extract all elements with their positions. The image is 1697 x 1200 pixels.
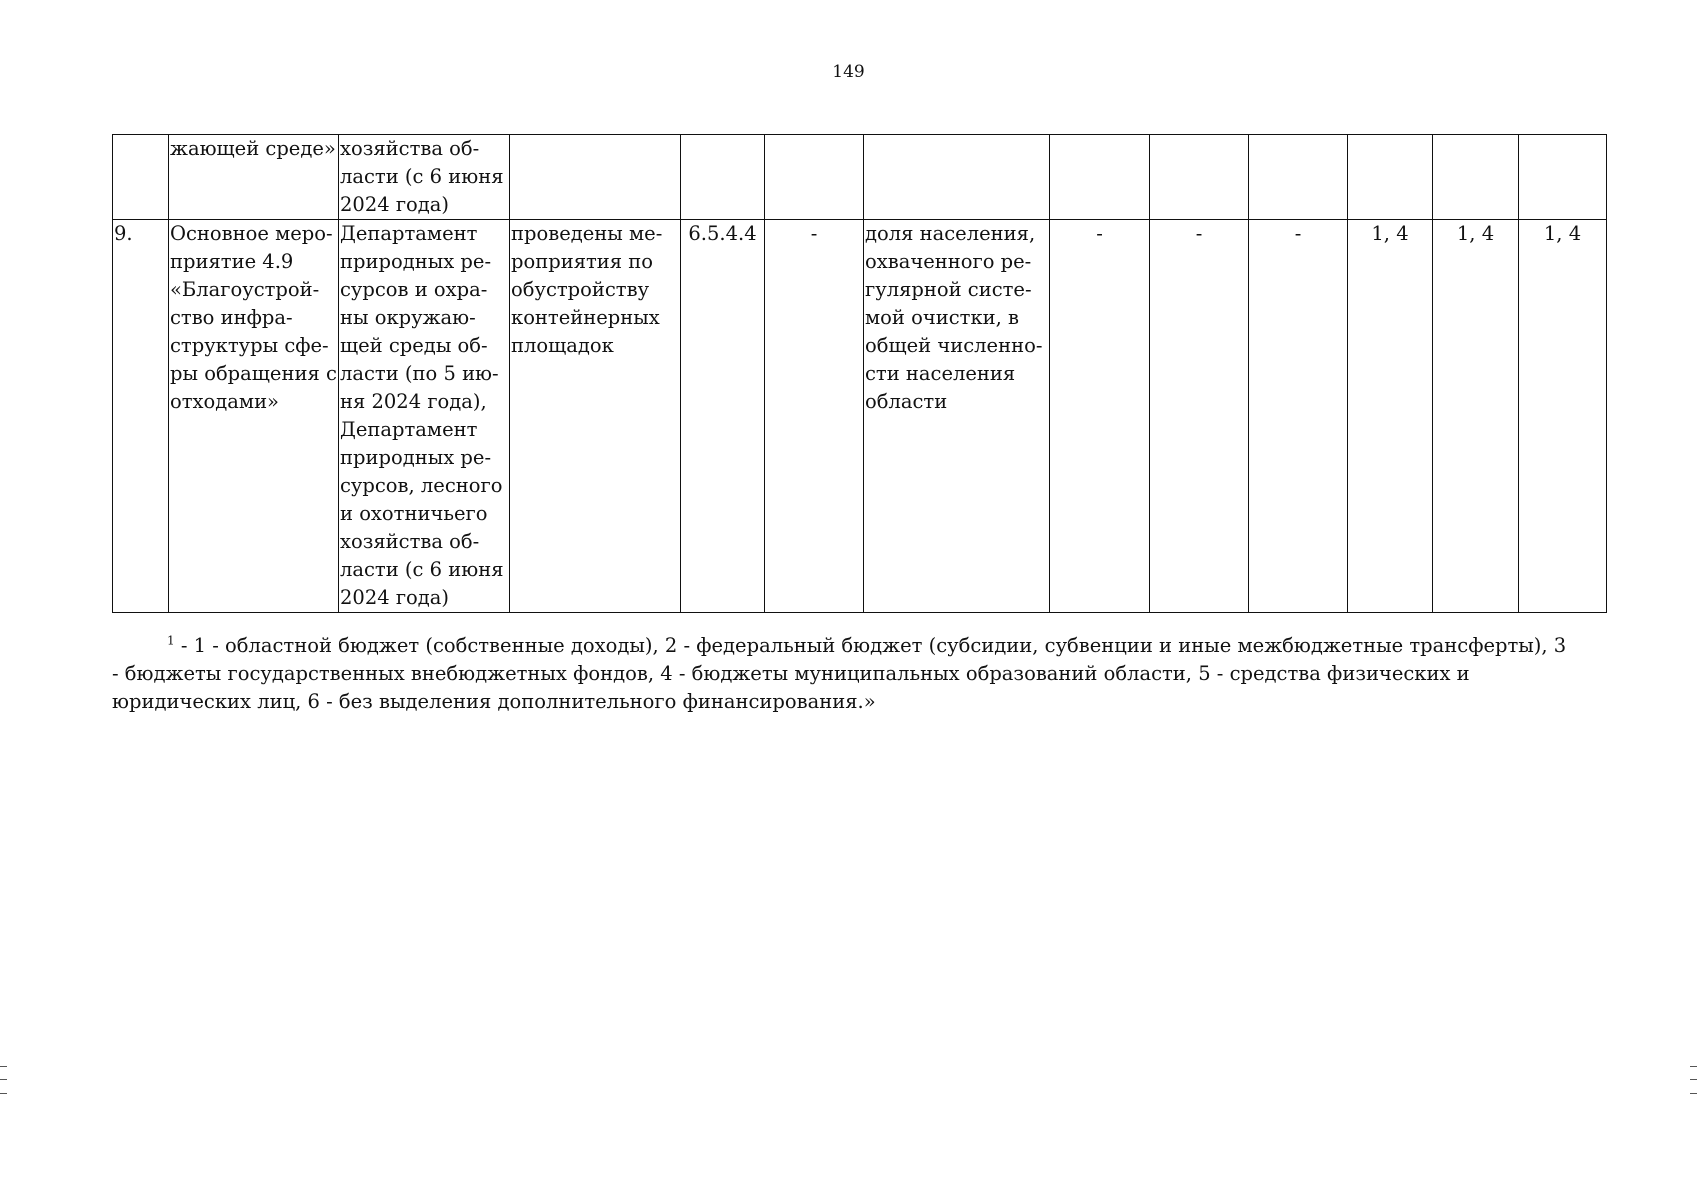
- table-cell: [1249, 135, 1348, 220]
- responsible-executor-cell: Департамент природных ре- сурсов и охра- ны окружаю- щей среды об- ласти (по 5 ию- ня 2024 года), Департамент природных ре- сурсов, лесного и охотничьего хозяйства об- ласти (с 6 июня 2024 года): [339, 220, 510, 613]
- funding-source-cell: 1, 4: [1348, 220, 1433, 613]
- table-cell: [1348, 135, 1433, 220]
- table-cell: -: [1050, 220, 1150, 613]
- table-cell: [765, 135, 864, 220]
- table-cell: [510, 135, 681, 220]
- program-activities-table: [112, 134, 1607, 613]
- expected-result-cell: проведены ме- роприятия по обустройству контейнерных площадок: [510, 220, 681, 613]
- funding-source-cell: 1, 4: [1433, 220, 1519, 613]
- table-cell: [1050, 135, 1150, 220]
- left-margin-mark: [0, 1066, 7, 1094]
- page-number: 149: [832, 62, 865, 82]
- right-margin-mark: [1690, 1066, 1697, 1094]
- footnote-text: - 1 - областной бюджет (собственные доходы), 2 - федеральный бюджет (субсидии, субвенции и иные межбюджетные трансферты), 3 - бюджеты государственных внебюджетных фондов, 4 - бюджеты муниципальных образований области, 5 - средства физических и юридических лиц, 6 - без выделения дополнительного финансирования.»: [112, 634, 1567, 713]
- table-cell: [681, 135, 765, 220]
- code-cell: 6.5.4.4: [681, 220, 765, 613]
- footnote: [112, 632, 1572, 716]
- indicator-cell: доля населения, охваченного ре- гулярной систе- мой очистки, в общей численно- сти населения области: [864, 220, 1050, 613]
- table-cell: хозяйства об- ласти (с 6 июня 2024 года): [339, 135, 510, 220]
- table-cell: [1150, 135, 1249, 220]
- table-cell: жающей среде»: [169, 135, 339, 220]
- table-cell: -: [765, 220, 864, 613]
- activity-name-cell: Основное меро- приятие 4.9 «Благоустрой- ство инфра- структуры сфе- ры обращения с отходами»: [169, 220, 339, 613]
- table-row: [113, 220, 1607, 613]
- footnote-marker: 1: [167, 633, 175, 648]
- table-cell: [1519, 135, 1607, 220]
- row-number-cell: 9.: [113, 220, 169, 613]
- table-cell: [1433, 135, 1519, 220]
- table-row: [113, 135, 1607, 220]
- funding-source-cell: 1, 4: [1519, 220, 1607, 613]
- table-cell: -: [1150, 220, 1249, 613]
- table-cell: [113, 135, 169, 220]
- table-cell: [864, 135, 1050, 220]
- table-cell: -: [1249, 220, 1348, 613]
